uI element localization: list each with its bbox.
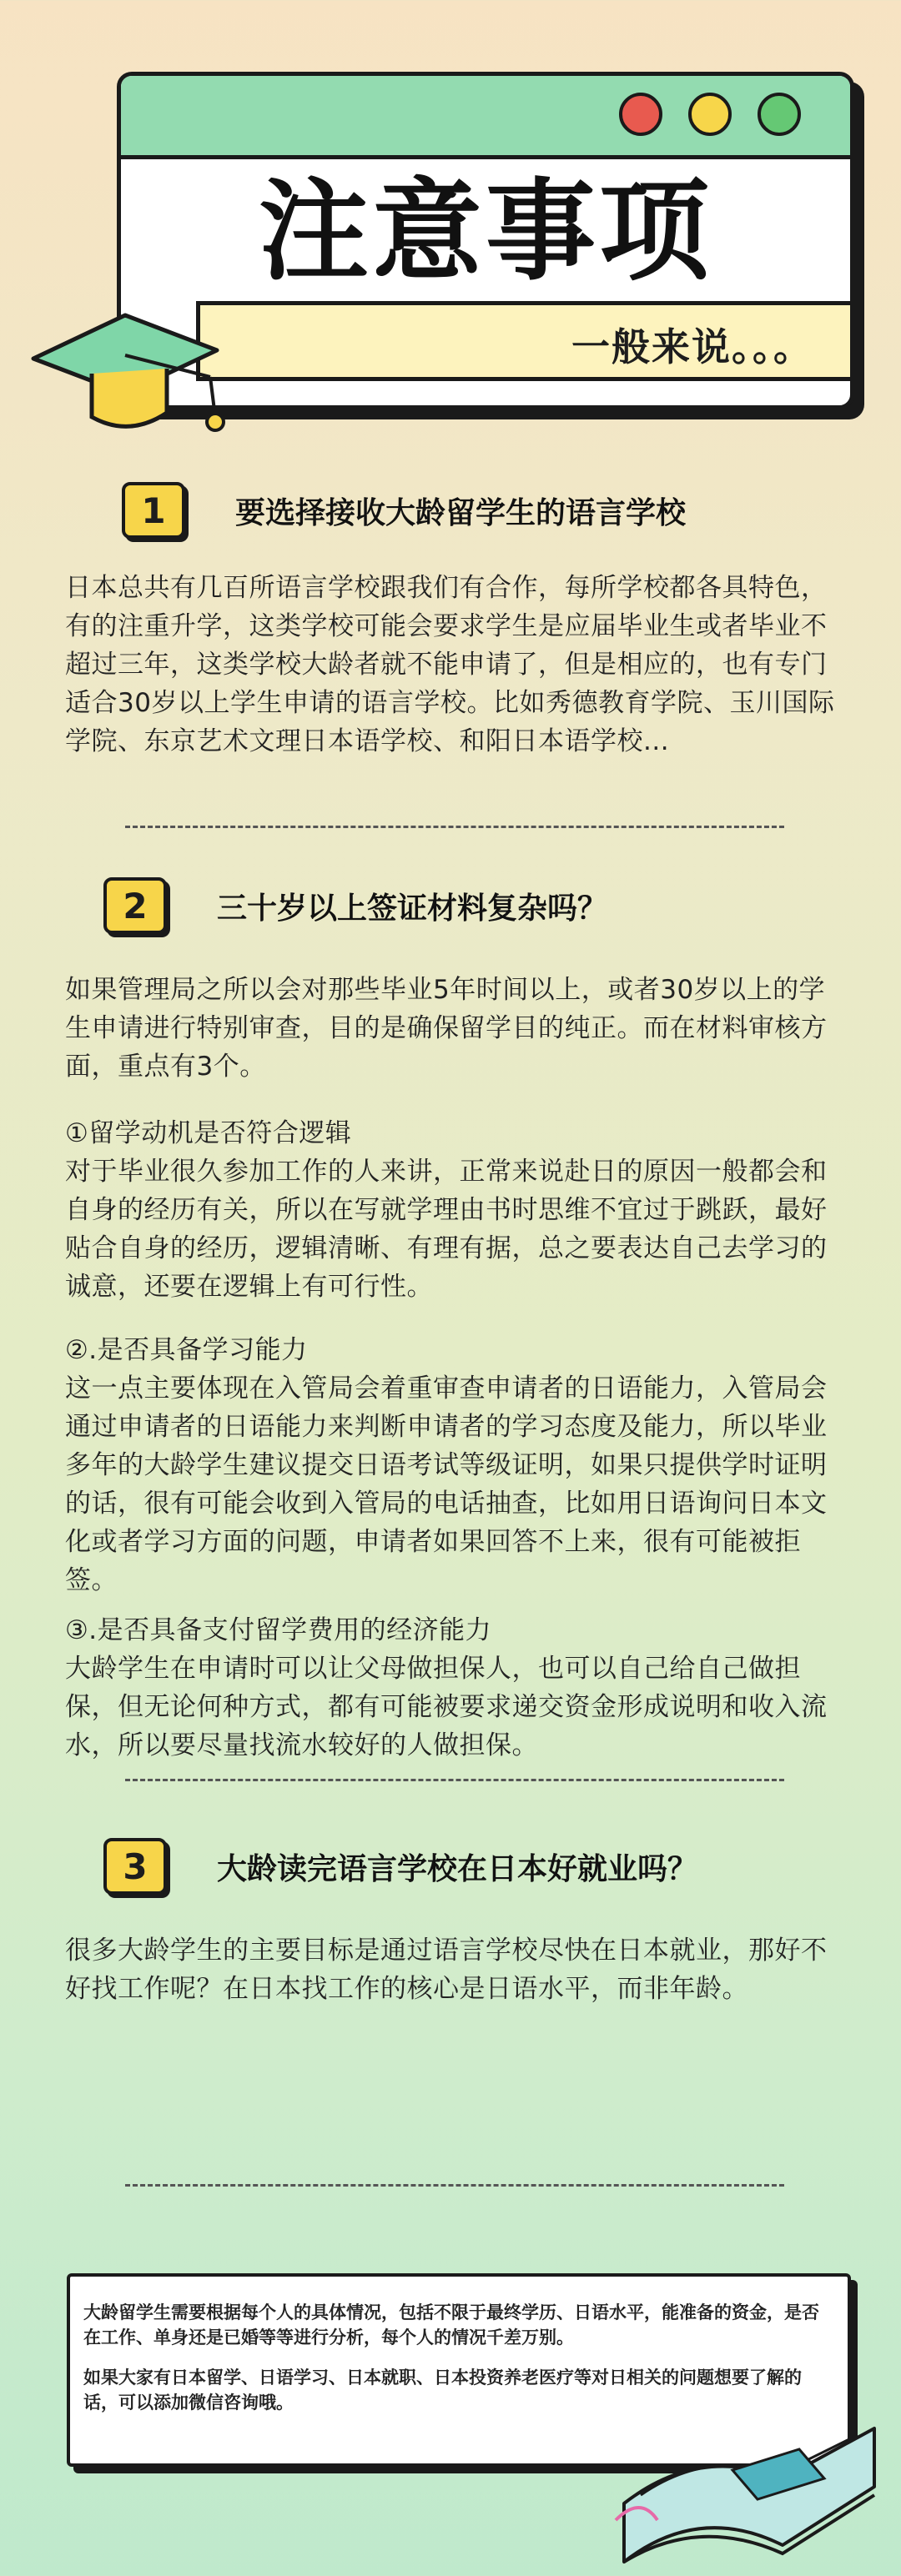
- section-number-badge: 2: [103, 877, 167, 934]
- open-book-icon: [607, 2378, 891, 2576]
- graduation-cap-icon: [25, 300, 242, 442]
- footer-note-line-2: 如果大家有日本留学、日语学习、日本就职、日本投资养老医疗等对日相关的问题想要了解的话，可以添加微信咨询哦。: [83, 2368, 802, 2413]
- section-1-paragraph: 日本总共有几百所语言学校跟我们有合作，每所学校都各具特色，有的注重升学，这类学校可能会要求学生是应届毕业生或者毕业不超过三年，这类学校大龄者就不能申请了，但是相应的，也有专门适合30岁以上学生申请的语言学校。比如秀德教育学院、玉川国际学院、东京艺术文理日本语学校、和阳日本语学校...: [65, 573, 835, 756]
- section-title: 大龄读完语言学校在日本好就业吗？: [217, 1851, 698, 1886]
- close-dot-icon: [619, 93, 662, 136]
- section-number-badge: 3: [103, 1838, 167, 1895]
- section-divider: [125, 1779, 784, 1781]
- subtitle-bar: [196, 301, 854, 381]
- section-2-header: [103, 877, 607, 934]
- section-3-paragraph: 很多大龄学生的主要目标是通过语言学校尽快在日本就业，那好不好找工作呢？在日本找工作的核心是日语水平，而非年龄。: [65, 1936, 828, 2004]
- section-2-point-2: ②.是否具备学习能力 这一点主要体现在入管局会着重审查申请者的日语能力，入管局会通过申请者的日语能力来判断申请者的学习态度及能力，所以毕业多年的大龄学生建议提交日语考试等级证明，如果只提供学时证明的话，很有可能会收到入管局的电话抽查，比如用日语询问日本文化或者学习方面的问题，申请者如果回答不上来，很有可能被拒签。: [65, 1335, 828, 1595]
- section-3-header: [103, 1838, 697, 1895]
- section-2-intro: 如果管理局之所以会对那些毕业5年时间以上，或者30岁以上的学生申请进行特别审查，目的是确保留学目的纯正。而在材料审核方面，重点有3个。: [65, 975, 828, 1082]
- footer-note-line-1: 大龄留学生需要根据每个人的具体情况，包括不限于最终学历、日语水平，能准备的资金，是否在工作、单身还是已婚等等进行分析，每个人的情况千差万别。: [83, 2302, 819, 2348]
- section-1-header: [122, 482, 686, 539]
- section-number-badge: 1: [122, 482, 185, 539]
- maximize-dot-icon: [758, 93, 801, 136]
- page-subtitle: 一般来说。。。: [571, 324, 813, 369]
- section-title: 要选择接收大龄留学生的语言学校: [235, 495, 687, 530]
- section-title: 三十岁以上签证材料复杂吗？: [217, 891, 608, 926]
- minimize-dot-icon: [688, 93, 732, 136]
- section-2-point-3: ③.是否具备支付留学费用的经济能力 大龄学生在申请时可以让父母做担保人，也可以自己给自己做担保，但无论何种方式，都有可能被要求递交资金形成说明和收入流水，所以要尽量找流水较好的人做担保。: [65, 1615, 828, 1760]
- page-title: 注意事项: [259, 168, 712, 296]
- section-divider: [125, 2184, 784, 2187]
- section-2-point-1: ①留学动机是否符合逻辑 对于毕业很久参加工作的人来讲，正常来说赴日的原因一般都会和自身的经历有关，所以在写就学理由书时思维不宜过于跳跃，最好贴合自身的经历，逻辑清晰、有理有据，总之要表达自己去学习的诚意，还要在逻辑上有可行性。: [65, 1118, 828, 1302]
- section-divider: [125, 826, 784, 828]
- window-titlebar: [121, 76, 850, 159]
